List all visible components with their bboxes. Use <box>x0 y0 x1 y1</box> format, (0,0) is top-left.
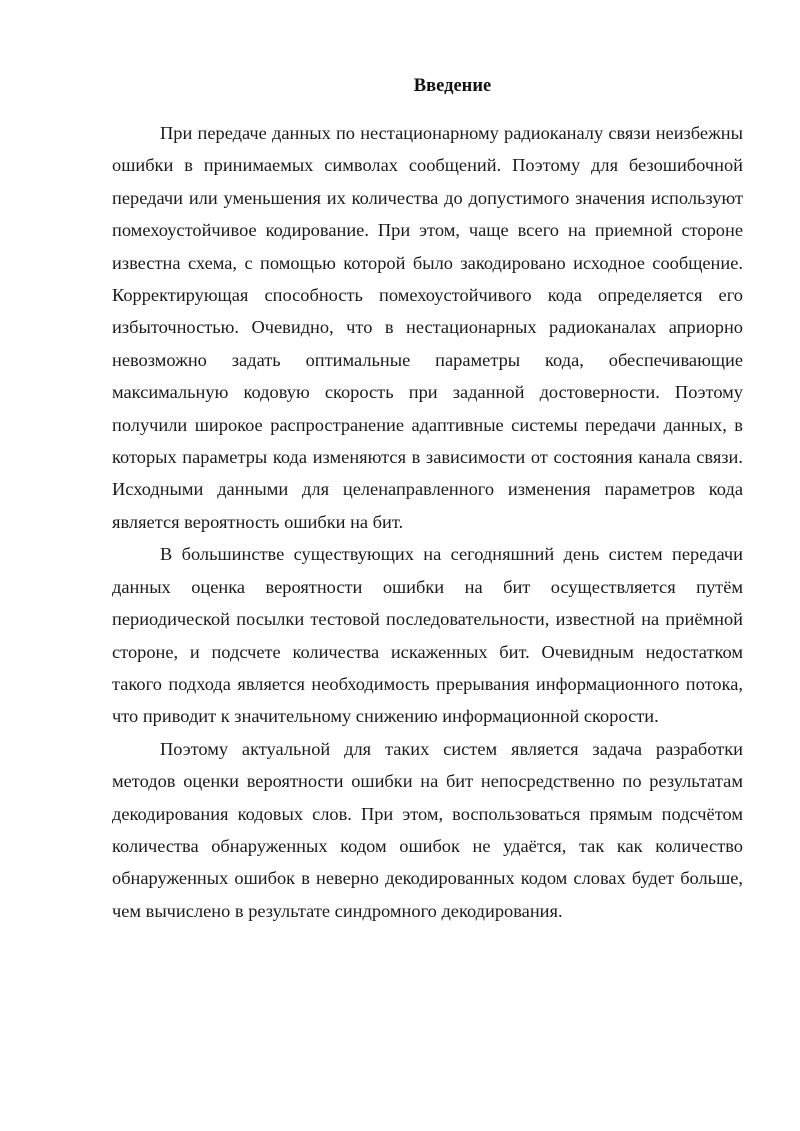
section-heading: Введение <box>413 76 492 96</box>
paragraph-3: Поэтому актуальной для таких систем является задача разработки методов оценки вероятности ошибки на бит непосредственно по результатам декодирования кодовых слов. При этом, воспользоваться прямым подсчётом количества обнаруженных кодом ошибок не удаётся, так как количество обнаруженных ошибок в неверно декодированных кодом словах будет больше, чем вычислено в результате синдромного декодирования. <box>112 738 743 921</box>
paragraph-2: В большинстве существующих на сегодняшний день систем передачи данных оценка вероятности ошибки на бит осуществляется путём периодической посылки тестовой последовательности, известной на приёмной стороне, и подсчете количества искаженных бит. Очевидным недостатком такого подхода является необходимость прерывания информационного потока, что приводит к значительному снижению информационной скорости. <box>112 544 743 727</box>
paragraph-1: При передаче данных по нестационарному радиоканалу связи неизбежны ошибки в принимаемых символах сообщений. Поэтому для безошибочной передачи или уменьшения их количества до допустимого значения используют помехоустойчивое кодирование. При этом, чаще всего на приемной стороне известна схема, с помощью которой было закодировано исходное сообщение. Корректирующая способность помехоустойчивого кода определяется его избыточностью. Очевидно, что в нестационарных радиоканалах априорно невозможно задать оптимальные параметры кода, обеспечивающие максимальную кодовую скорость при заданной достоверности. Поэтому получили широкое распространение адаптивные системы передачи данных, в которых параметры кода изменяются в зависимости от состояния канала связи. Исходными данными для целенаправленного изменения параметров кода является вероятность ошибки на бит. <box>112 123 743 532</box>
body-text <box>112 117 743 927</box>
